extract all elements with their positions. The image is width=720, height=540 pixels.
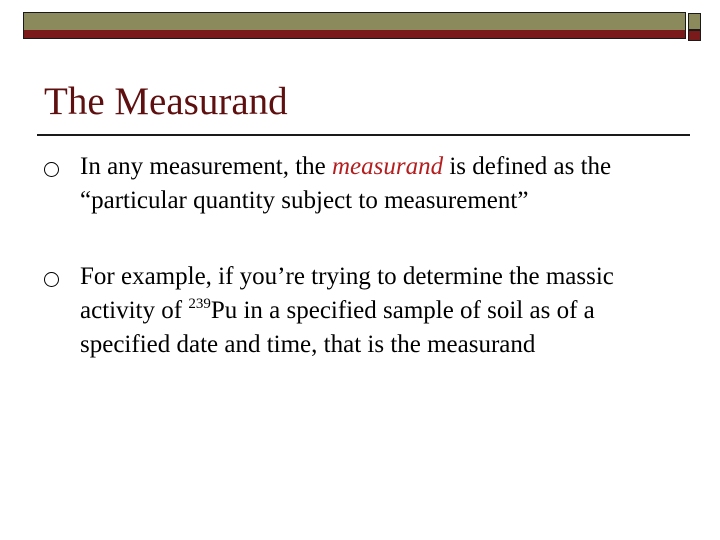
- hollow-circle-bullet-icon: [44, 162, 59, 177]
- bullet-text-after: Pu in a specified sample of soil as of a specified date and time, that is the measurand: [80, 297, 595, 358]
- bullet-item-example: [44, 260, 684, 362]
- slide-title: The Measurand: [44, 80, 288, 123]
- bullet-text-before: In any measurement, the: [80, 153, 332, 180]
- title-underline: [37, 134, 690, 136]
- top-band-red: [24, 30, 686, 39]
- isotope-mass-number: 239: [188, 296, 211, 312]
- bullet-list: [44, 150, 684, 362]
- corner-box-olive: [688, 13, 701, 30]
- hollow-circle-bullet-icon: [44, 272, 59, 287]
- bullet-text-after: is defined as the “particular quantity subject to measurement”: [80, 153, 612, 214]
- bullet-item-measurand-definition: [44, 150, 684, 218]
- corner-box-red: [688, 30, 701, 41]
- bullet-emphasis-term: measurand: [332, 153, 444, 180]
- top-band-olive: [24, 13, 686, 30]
- bullet-text-before: For example, if you’re trying to determine the massic activity of: [80, 263, 614, 324]
